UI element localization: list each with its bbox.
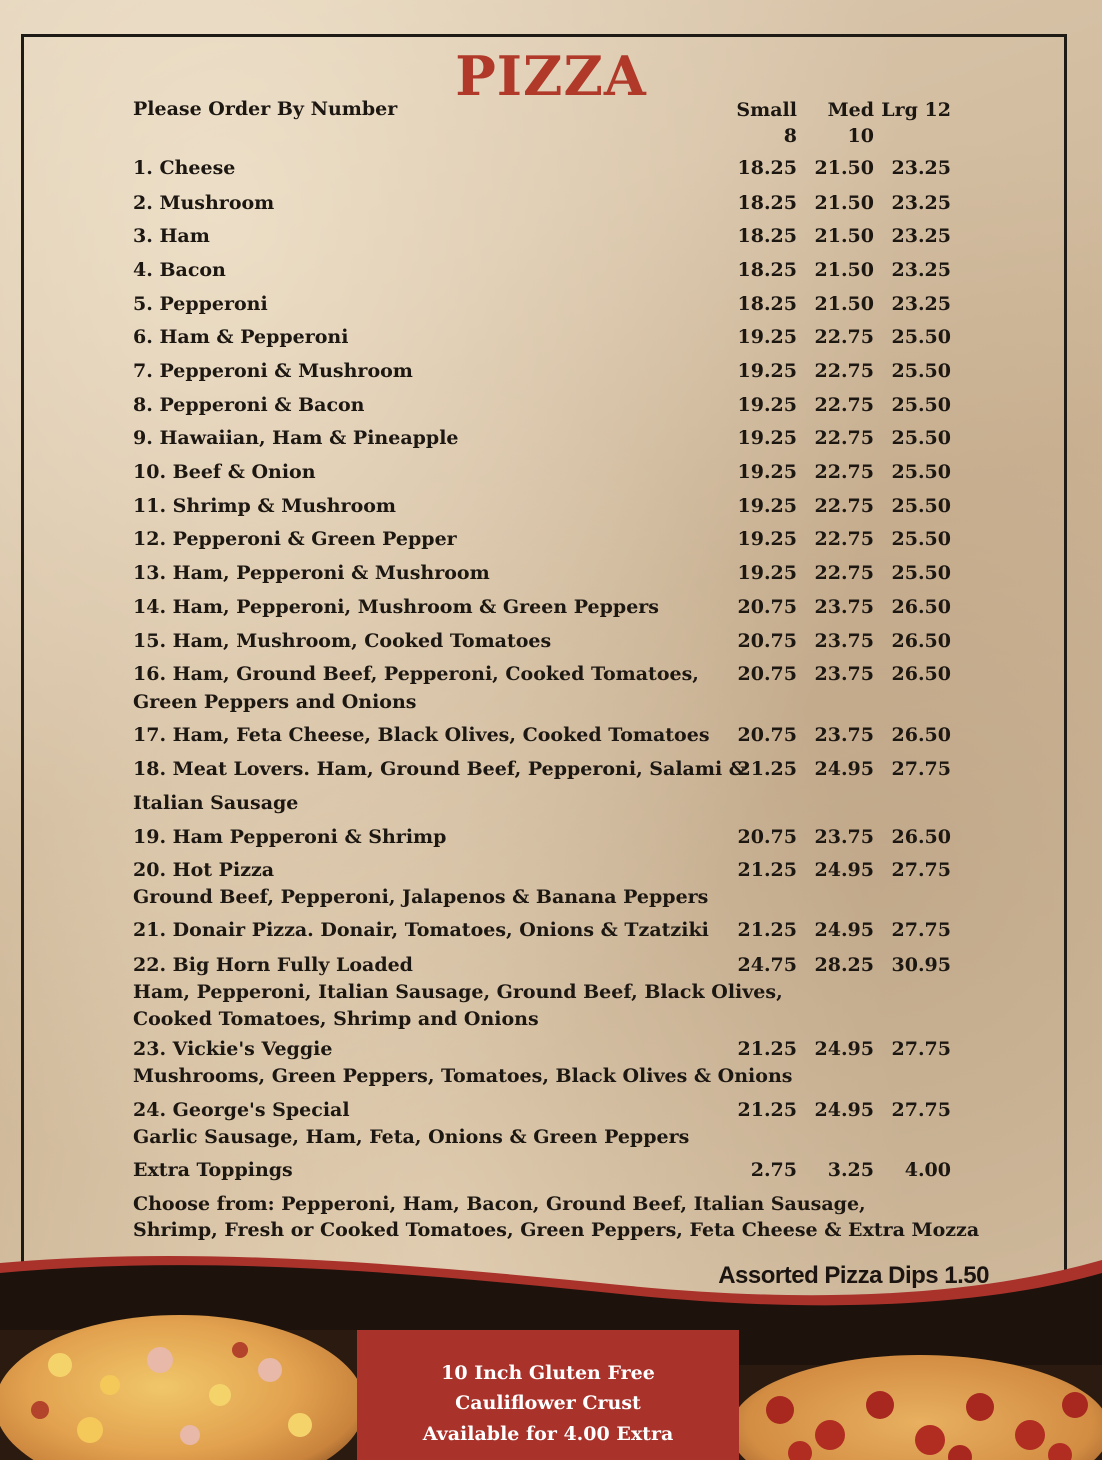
menu-item-name: 6. Ham & Pepperoni bbox=[133, 326, 349, 348]
gluten-free-box bbox=[357, 1330, 739, 1460]
price-small: 21.25 bbox=[737, 1038, 797, 1060]
price-small: 19.25 bbox=[737, 427, 797, 449]
menu-item-name: 13. Ham, Pepperoni & Mushroom bbox=[133, 562, 490, 584]
menu-item-name: 4. Bacon bbox=[133, 259, 226, 281]
pizza-dips-note: Assorted Pizza Dips 1.50 bbox=[718, 1262, 989, 1289]
menu-item-name: 20. Hot Pizza bbox=[133, 859, 275, 881]
price-lrg: 26.50 bbox=[891, 724, 951, 746]
gluten-free-line-2: Cauliflower Crust bbox=[455, 1392, 641, 1414]
price-lrg: 27.75 bbox=[891, 919, 951, 941]
price-med: 28.25 bbox=[814, 954, 874, 976]
price-lrg: 26.50 bbox=[891, 596, 951, 618]
price-small: 19.25 bbox=[737, 495, 797, 517]
price-med: 21.50 bbox=[814, 225, 874, 247]
menu-item-name: 22. Big Horn Fully Loaded bbox=[133, 954, 413, 976]
price-lrg: 25.50 bbox=[891, 461, 951, 483]
price-small: 20.75 bbox=[737, 663, 797, 685]
price-small: 2.75 bbox=[750, 1159, 797, 1181]
menu-item-name: 16. Ham, Ground Beef, Pepperoni, Cooked Tomatoes, bbox=[133, 663, 699, 685]
price-lrg: 27.75 bbox=[891, 1038, 951, 1060]
menu-item-description: Mushrooms, Green Peppers, Tomatoes, Black Olives & Onions bbox=[133, 1065, 793, 1087]
price-small: 19.25 bbox=[737, 394, 797, 416]
menu-item-name: 24. George's Special bbox=[133, 1099, 350, 1121]
price-small: 18.25 bbox=[737, 192, 797, 214]
price-med: 3.25 bbox=[827, 1159, 874, 1181]
price-small: 19.25 bbox=[737, 326, 797, 348]
price-lrg: 26.50 bbox=[891, 826, 951, 848]
menu-title: PIZZA bbox=[455, 44, 647, 108]
price-med: 22.75 bbox=[814, 394, 874, 416]
menu-item-name: 18. Meat Lovers. Ham, Ground Beef, Pepperoni, Salami & bbox=[133, 758, 746, 780]
price-lrg: 25.50 bbox=[891, 326, 951, 348]
price-med: 21.50 bbox=[814, 192, 874, 214]
price-med: 23.75 bbox=[814, 724, 874, 746]
menu-item-name: 10. Beef & Onion bbox=[133, 461, 316, 483]
price-small: 19.25 bbox=[737, 528, 797, 550]
price-small: 19.25 bbox=[737, 461, 797, 483]
menu-item-name: 8. Pepperoni & Bacon bbox=[133, 394, 365, 416]
price-med: 24.95 bbox=[814, 859, 874, 881]
order-note: Please Order By Number bbox=[133, 98, 398, 120]
menu-item-name: 1. Cheese bbox=[133, 157, 236, 179]
menu-item-description: Italian Sausage bbox=[133, 792, 299, 814]
menu-item-name: 7. Pepperoni & Mushroom bbox=[133, 360, 413, 382]
price-small: 19.25 bbox=[737, 360, 797, 382]
price-med: 21.50 bbox=[814, 293, 874, 315]
price-lrg: 23.25 bbox=[891, 157, 951, 179]
gluten-free-line-3: Available for 4.00 Extra bbox=[422, 1423, 674, 1445]
menu-item-name: 15. Ham, Mushroom, Cooked Tomatoes bbox=[133, 630, 552, 652]
gluten-free-line-1: 10 Inch Gluten Free bbox=[441, 1362, 655, 1384]
price-small: 18.25 bbox=[737, 157, 797, 179]
menu-item-name: Extra Toppings bbox=[133, 1159, 293, 1181]
price-med: 24.95 bbox=[814, 1038, 874, 1060]
menu-item-name: 23. Vickie's Veggie bbox=[133, 1038, 333, 1060]
size-small-header: Small 8 bbox=[736, 99, 797, 147]
menu-item-name: 9. Hawaiian, Ham & Pineapple bbox=[133, 427, 459, 449]
price-lrg: 25.50 bbox=[891, 495, 951, 517]
price-lrg: 4.00 bbox=[904, 1159, 951, 1181]
price-med: 21.50 bbox=[814, 157, 874, 179]
price-small: 21.25 bbox=[737, 758, 797, 780]
price-small: 21.25 bbox=[737, 859, 797, 881]
price-lrg: 25.50 bbox=[891, 360, 951, 382]
pizza-photo-right bbox=[730, 1355, 1102, 1460]
size-med-header: Med 10 bbox=[827, 99, 874, 147]
menu-item-name: 21. Donair Pizza. Donair, Tomatoes, Onions & Tzatziki bbox=[133, 919, 709, 941]
menu-item-name: 3. Ham bbox=[133, 225, 210, 247]
price-lrg: 27.75 bbox=[891, 758, 951, 780]
price-small: 20.75 bbox=[737, 596, 797, 618]
price-lrg: 25.50 bbox=[891, 562, 951, 584]
price-med: 22.75 bbox=[814, 461, 874, 483]
menu-item-name: 19. Ham Pepperoni & Shrimp bbox=[133, 826, 447, 848]
toppings-note-line-1: Choose from: Pepperoni, Ham, Bacon, Ground Beef, Italian Sausage, bbox=[133, 1193, 866, 1215]
menu-item-name: 14. Ham, Pepperoni, Mushroom & Green Peppers bbox=[133, 596, 660, 618]
price-small: 18.25 bbox=[737, 293, 797, 315]
price-lrg: 26.50 bbox=[891, 630, 951, 652]
price-lrg: 25.50 bbox=[891, 427, 951, 449]
price-med: 22.75 bbox=[814, 562, 874, 584]
price-med: 21.50 bbox=[814, 259, 874, 281]
price-med: 22.75 bbox=[814, 528, 874, 550]
toppings-note-line-2: Shrimp, Fresh or Cooked Tomatoes, Green Peppers, Feta Cheese & Extra Mozza bbox=[133, 1219, 980, 1241]
size-lrg-header: Lrg 12 bbox=[881, 99, 951, 121]
price-med: 23.75 bbox=[814, 663, 874, 685]
menu-item-name: 11. Shrimp & Mushroom bbox=[133, 495, 397, 517]
price-lrg: 27.75 bbox=[891, 859, 951, 881]
price-med: 24.95 bbox=[814, 758, 874, 780]
price-lrg: 25.50 bbox=[891, 394, 951, 416]
price-lrg: 30.95 bbox=[891, 954, 951, 976]
price-med: 22.75 bbox=[814, 495, 874, 517]
menu-item-description: Green Peppers and Onions bbox=[133, 691, 417, 713]
price-small: 18.25 bbox=[737, 259, 797, 281]
price-med: 24.95 bbox=[814, 919, 874, 941]
price-small: 19.25 bbox=[737, 562, 797, 584]
menu-item-name: 2. Mushroom bbox=[133, 192, 275, 214]
price-lrg: 23.25 bbox=[891, 259, 951, 281]
price-med: 22.75 bbox=[814, 326, 874, 348]
price-small: 21.25 bbox=[737, 919, 797, 941]
price-small: 20.75 bbox=[737, 826, 797, 848]
menu-item-name: 12. Pepperoni & Green Pepper bbox=[133, 528, 457, 550]
menu-item-description: Garlic Sausage, Ham, Feta, Onions & Green Peppers bbox=[133, 1126, 690, 1148]
price-lrg: 27.75 bbox=[891, 1099, 951, 1121]
pizza-photo-left bbox=[0, 1315, 365, 1460]
price-small: 20.75 bbox=[737, 630, 797, 652]
price-small: 21.25 bbox=[737, 1099, 797, 1121]
price-med: 23.75 bbox=[814, 596, 874, 618]
price-small: 18.25 bbox=[737, 225, 797, 247]
price-lrg: 23.25 bbox=[891, 225, 951, 247]
menu-item-description: Ground Beef, Pepperoni, Jalapenos & Banana Peppers bbox=[133, 886, 709, 908]
menu-item-description: Cooked Tomatoes, Shrimp and Onions bbox=[133, 1008, 539, 1030]
price-med: 22.75 bbox=[814, 360, 874, 382]
price-lrg: 23.25 bbox=[891, 192, 951, 214]
menu-item-description: Ham, Pepperoni, Italian Sausage, Ground Beef, Black Olives, bbox=[133, 981, 783, 1003]
price-med: 22.75 bbox=[814, 427, 874, 449]
price-lrg: 26.50 bbox=[891, 663, 951, 685]
price-small: 24.75 bbox=[737, 954, 797, 976]
price-small: 20.75 bbox=[737, 724, 797, 746]
price-med: 23.75 bbox=[814, 630, 874, 652]
menu-item-name: 5. Pepperoni bbox=[133, 293, 268, 315]
menu-item-name: 17. Ham, Feta Cheese, Black Olives, Cooked Tomatoes bbox=[133, 724, 710, 746]
price-lrg: 23.25 bbox=[891, 293, 951, 315]
price-med: 24.95 bbox=[814, 1099, 874, 1121]
price-med: 23.75 bbox=[814, 826, 874, 848]
price-lrg: 25.50 bbox=[891, 528, 951, 550]
